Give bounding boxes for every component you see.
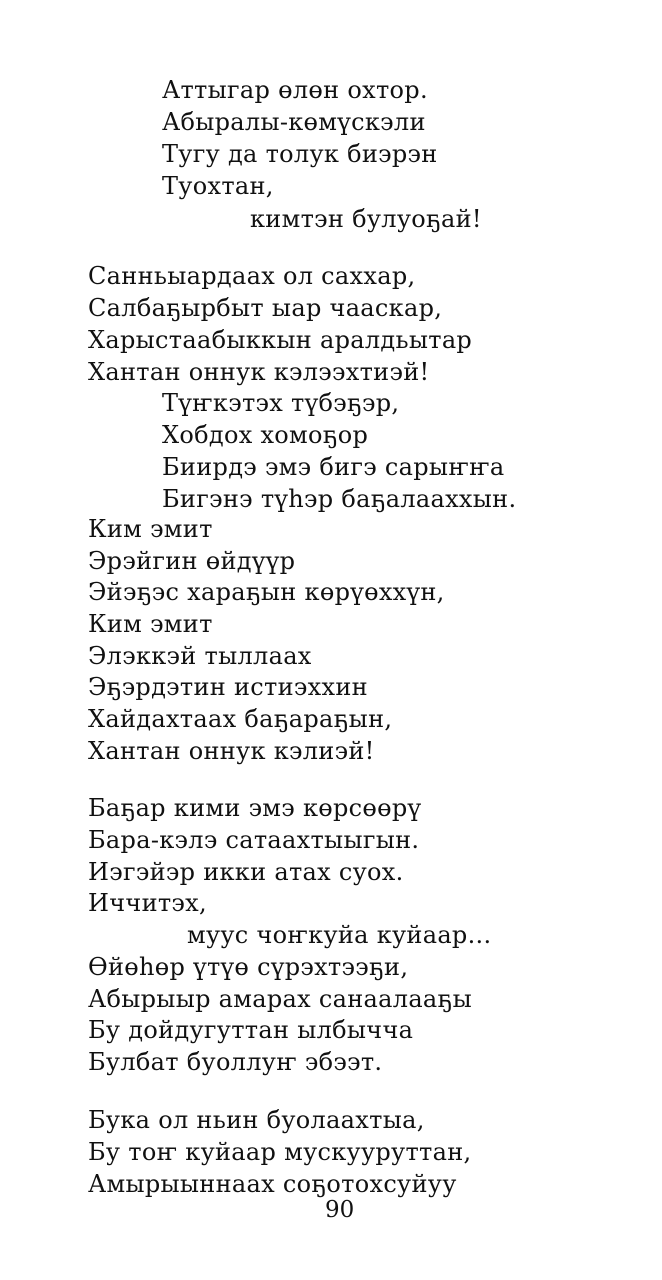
poem-line: Туохтан, (162, 172, 274, 200)
poem-line: Баҕар кими эмэ көрсөөрү (88, 794, 422, 822)
poem-line: Абырыыр амарах санаалааҕы (88, 985, 472, 1013)
poem-line: Хантан оннук кэлээхтиэй! (88, 358, 430, 386)
poem-line: Иэгэйэр икки атах суох. (88, 858, 404, 886)
poem-line: Ким эмит (88, 515, 213, 543)
poem-line: Түҥкэтэх түбэҕэр, (162, 389, 400, 417)
poem-line: Хобдох хомоҕор (162, 421, 369, 449)
poem-line: Хайдахтаах баҕараҕын, (88, 705, 393, 733)
poem-line: Биирдэ эмэ бигэ сарыҥҥа (162, 453, 505, 481)
poem-line: Ким эмит (88, 610, 213, 638)
poem-line: Аттыгар өлөн охтор. (162, 76, 428, 104)
poem-line: Харыстаабыккын аралдьытар (88, 326, 473, 354)
poem-line: Бука ол ньин буолаахтыа, (88, 1106, 425, 1134)
page-number: 90 (325, 1197, 355, 1223)
poem-line: Тугу да толук биэрэн (162, 140, 438, 168)
poem-line: Эрэйгин өйдүүр (88, 547, 296, 575)
poem-line: кимтэн булуоҕай! (250, 205, 482, 233)
poem-line: Санньыардаах ол саххар, (88, 262, 416, 290)
poem-line: Абыралы-көмүскэли (162, 108, 426, 136)
poem-line: Элэккэй тыллаах (88, 642, 312, 670)
poem-line: Эйэҕэс хараҕын көрүөххүн, (88, 578, 445, 606)
poem-line: Бигэнэ түһэр баҕалааххын. (162, 485, 517, 513)
poem-line: Өйөһөр үтүө сүрэхтээҕи, (88, 953, 409, 981)
poem-line: Бу дойдугуттан ылбычча (88, 1016, 414, 1044)
poem-line: Эҕэрдэтин истиэххин (88, 673, 368, 701)
poem-line: Иччитэх, (88, 889, 207, 917)
poem-line: Хантан оннук кэлиэй! (88, 737, 375, 765)
poem-line: Бара-кэлэ сатаахтыыгын. (88, 826, 420, 854)
poem-line: Амырыыннаах соҕотохсуйуу (88, 1170, 457, 1198)
poem-line: Бу тоҥ куйаар мускууруттан, (88, 1138, 472, 1166)
poem-line: Булбат буоллуҥ эбээт. (88, 1048, 383, 1076)
poem-line: муус чоҥкуйа куйаар... (187, 921, 492, 949)
poem-line: Салбаҕырбыт ыар чаaскар, (88, 294, 443, 322)
